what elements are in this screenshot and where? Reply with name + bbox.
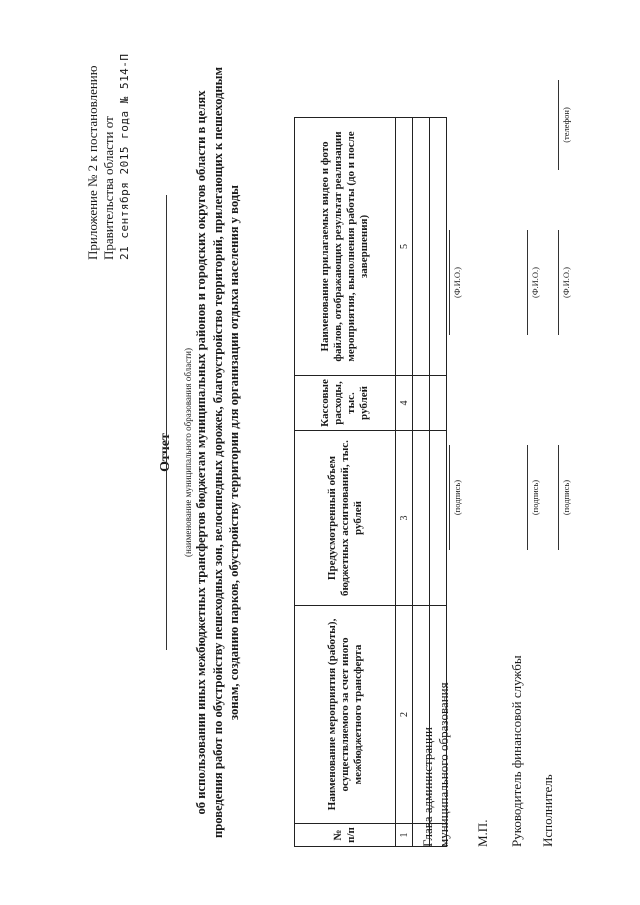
header-activity: Наименование мероприятия (работы), осуществляемого за счет иного межбюджетного трансферта bbox=[295, 606, 396, 824]
head-name-line bbox=[449, 230, 450, 335]
column-number-5: 5 bbox=[396, 118, 413, 376]
executor-name-caption: (Ф.И.О.) bbox=[561, 266, 571, 299]
stamp-label: М.П. bbox=[475, 819, 490, 847]
table-numbering-row bbox=[396, 118, 413, 847]
table-cell bbox=[413, 376, 430, 431]
head-signature-line bbox=[449, 445, 450, 550]
head-of-administration-label bbox=[420, 682, 452, 847]
table-cell bbox=[413, 431, 430, 606]
header-number: № п/п bbox=[295, 824, 396, 847]
column-number-4: 4 bbox=[396, 376, 413, 431]
finance-name-line bbox=[527, 230, 528, 335]
head-label-line-2: муниципального образования bbox=[436, 682, 451, 847]
executor-signature-line bbox=[558, 445, 559, 550]
table-cell bbox=[430, 431, 447, 606]
column-number-3: 3 bbox=[396, 431, 413, 606]
head-label-line-1: Глава администрации bbox=[420, 726, 435, 847]
header-cash-expenses: Кассовые расходы, тыс. рублей bbox=[295, 376, 396, 431]
column-number-1: 1 bbox=[396, 824, 413, 847]
report-subject: об использовании иных межбюджетных трансфертов бюджетам муниципальных районов и городских округов области в целях проведения работ по обустройству пешеходных зон, велосипедных дорожек, благоустройство территорий, прилегающих к пешеходным зонам, созданию парков, обустройству территории для организации отдыха населения у воды bbox=[194, 66, 241, 839]
appendix-line-3: 21 сентября 2015 года № 514-П bbox=[118, 53, 131, 260]
finance-head-label: Руководитель финансовой службы bbox=[509, 655, 524, 847]
header-media-files: Наименование прилагаемых видео и фото файлов, отображающих результат реализации мероприятия, выполнения работы (до и после завершения) bbox=[295, 118, 396, 376]
appendix-line-2: Правительства области от bbox=[101, 116, 116, 260]
table-cell bbox=[413, 118, 430, 376]
table-cell bbox=[430, 376, 447, 431]
appendix-block bbox=[85, 53, 133, 260]
table-header-row bbox=[295, 118, 396, 847]
report-title: Отчет bbox=[158, 433, 173, 472]
column-number-2: 2 bbox=[396, 606, 413, 824]
municipality-name-line bbox=[166, 195, 167, 650]
table-cell bbox=[430, 118, 447, 376]
appendix-line-1: Приложение № 2 к постановлению bbox=[85, 65, 100, 260]
executor-name-line bbox=[558, 230, 559, 335]
executor-phone-caption: (телефон) bbox=[561, 107, 571, 143]
finance-signature-caption: (подпись) bbox=[530, 479, 540, 516]
finance-name-caption: (Ф.И.О.) bbox=[530, 266, 540, 299]
executor-signature-caption: (подпись) bbox=[561, 479, 571, 516]
finance-signature-line bbox=[527, 445, 528, 550]
header-allocations: Предусмотренный объем бюджетных ассигнований, тыс. рублей bbox=[295, 431, 396, 606]
executor-label: Исполнитель bbox=[540, 774, 555, 847]
municipality-caption: (наименование муниципального образования области) bbox=[183, 348, 193, 557]
executor-phone-line bbox=[558, 80, 559, 170]
head-name-caption: (Ф.И.О.) bbox=[452, 266, 462, 299]
head-signature-caption: (подпись) bbox=[452, 479, 462, 516]
